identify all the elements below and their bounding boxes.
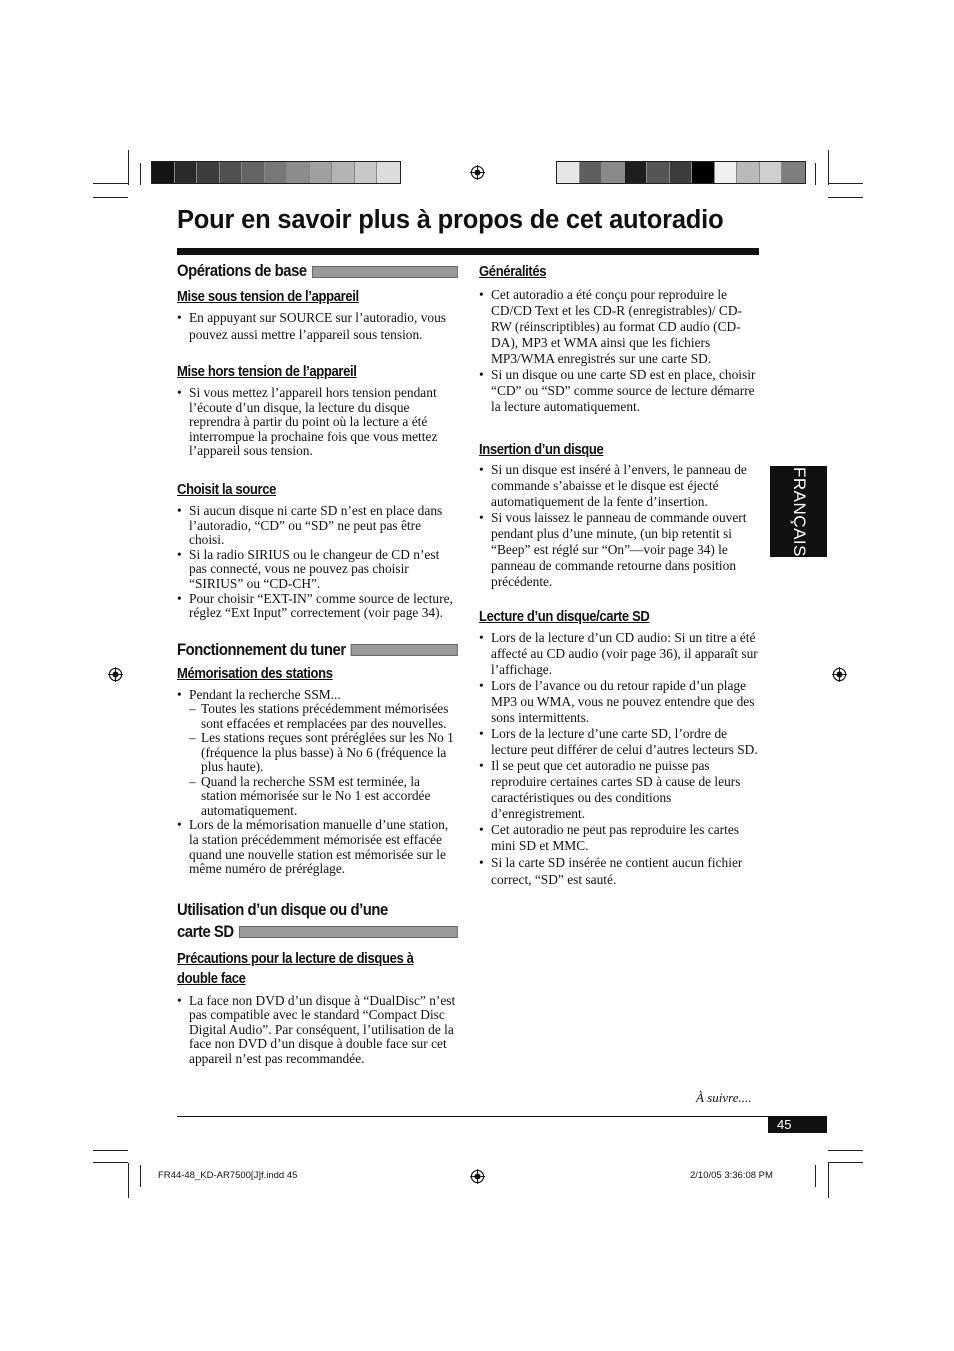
language-label: FRANÇAIS (789, 466, 809, 557)
sub-list (189, 702, 458, 818)
list-item: • La face non DVD d’un disque à “DualDisc” n’est pas compatible avec le standard “Compact Disc Digital Audio”. Par conséquent, l’utilisation de la face non DVD d’un disque à double face sur cet appareil n’est pas recommandée. (177, 994, 458, 1067)
color-swatch (287, 162, 310, 183)
language-tab (770, 466, 827, 557)
list-item: • Lors de l’avance ou du retour rapide d’un plage MP3 ou WMA, vous ne pouvez entendre que des sons intermittents. (479, 678, 761, 726)
continued-note: À suivre.... (696, 1090, 752, 1105)
list-item: • Lors de la lecture d’une carte SD, l’ordre de lecture peut différer de celui d’autres lecteurs SD. (479, 726, 761, 758)
color-swatch (670, 162, 693, 183)
subheading-power-on: Mise sous tension de l’appareil (177, 289, 359, 305)
list-disc-insertion (479, 462, 761, 590)
color-swatch (355, 162, 378, 183)
color-swatch (377, 162, 400, 183)
subheading-disc-sd-playback: Lecture d’un disque/carte SD (479, 609, 650, 625)
section-heading-disc-sd: Utilisation d’un disque ou d’une carte SD (177, 899, 458, 943)
registration-mark-icon (832, 667, 847, 682)
color-swatch (692, 162, 715, 183)
subheading-source: Choisit la source (177, 481, 277, 498)
list-item: • Si vous mettez l’appareil hors tension pendant l’écoute d’un disque, la lecture du disque reprendra à partir du point où la lecture a été interrompue la prochaine fois que vous mettez l’appareil sous tension. (177, 386, 458, 459)
color-swatch (782, 162, 805, 183)
left-column (177, 262, 458, 1067)
list-item: • En appuyant sur SOURCE sur l’autoradio, vous pouvez aussi mettre l’appareil sous tension. (177, 309, 458, 343)
list-power-on (177, 309, 458, 343)
color-swatch (332, 162, 355, 183)
list-item: • Si un disque est inséré à l’envers, le panneau de commande s’abaisse et le disque est éjecté automatiquement de la fente d’insertion. (479, 462, 761, 510)
page-title: Pour en savoir plus à propos de cet autoradio (177, 206, 724, 234)
list-power-off (177, 386, 458, 459)
list-item: • Si la carte SD insérée ne contient aucun fichier correct, “SD” est sauté. (479, 854, 761, 888)
list-dual-disc (177, 994, 458, 1067)
sub-list-item: – Toutes les stations précédemment mémorisées sont effacées et remplacées par des nouvelles. (189, 702, 458, 731)
sub-list-item: – Les stations reçues sont préréglées sur les No 1 (fréquence la plus basse) à No 6 (fréquence la plus haute). (189, 731, 458, 775)
list-item: • Si vous laissez le panneau de commande ouvert pendant plus d’une minute, (un bip retentit si “Beep” est réglé sur “On”—voir page 34) le panneau de commande retourne dans position précédente. (479, 510, 761, 590)
color-swatch (760, 162, 783, 183)
registration-mark-icon (470, 165, 485, 180)
color-swatch (310, 162, 333, 183)
color-swatch (175, 162, 198, 183)
footer-filename: FR44-48_KD-AR7500[J]f.indd 45 (158, 1170, 298, 1181)
color-swatch (242, 162, 265, 183)
color-swatch (647, 162, 670, 183)
right-column (479, 262, 761, 888)
list-item: • Lors de la mémorisation manuelle d’une station, la station précédemment mémorisée est effacée quand une nouvelle station est mémorisée sur le même numéro de préréglage. (177, 818, 458, 876)
color-swatch (625, 162, 648, 183)
color-swatch (557, 162, 580, 183)
list-station-memory (177, 688, 458, 877)
color-swatch (602, 162, 625, 183)
list-item: • Cet autoradio ne peut pas reproduire les cartes mini SD et MMC. (479, 822, 761, 854)
list-disc-sd-playback (479, 630, 761, 888)
subheading-station-memory: Mémorisation des stations (177, 665, 333, 682)
list-item: • Cet autoradio a été conçu pour reproduire le CD/CD Text et les CD-R (enregistrables)/ CD-RW (réinscriptibles) au format CD audio (CD-DA), MP3 et WMA ainsi que les fichiers MP3/WMA enregistrés sur une carte SD. (479, 287, 761, 367)
subheading-disc-insertion: Insertion d’un disque (479, 442, 604, 458)
color-swatch (220, 162, 243, 183)
list-item: • Lors de la lecture d’un CD audio: Si un titre a été affecté au CD audio (voir page 36), il apparaît sur l’affichage. (479, 630, 761, 678)
section-heading-basic-operations: Opérations de base (177, 262, 458, 281)
registration-mark-icon (470, 1169, 485, 1184)
list-source (177, 504, 458, 621)
subheading-general: Généralités (479, 264, 547, 280)
list-item: • Si la radio SIRIUS ou le changeur de CD n’est pas connecté, vous ne pouvez pas choisir “SIRIUS” ou “CD-CH”. (177, 548, 458, 592)
color-swatch (152, 162, 175, 183)
subheading-dual-disc: Précautions pour la lecture de disques à double face (177, 950, 414, 987)
color-swatch (265, 162, 288, 183)
list-item: • Il se peut que cet autoradio ne puisse pas reproduire certaines cartes SD à cause de leurs caractéristiques ou des conditions d’enregistrement. (479, 758, 761, 822)
page-number: 45 (768, 1117, 827, 1133)
color-swatch (580, 162, 603, 183)
footer-timestamp: 2/10/05 3:36:08 PM (690, 1170, 773, 1181)
sub-list-item: – Quand la recherche SSM est terminée, la station mémorisée sur le No 1 est accordée automatiquement. (189, 775, 458, 819)
footer-rule (177, 1116, 827, 1117)
section-heading-tuner: Fonctionnement du tuner (177, 641, 458, 660)
list-item: • Pour choisir “EXT-IN” comme source de lecture, réglez “Ext Input” correctement (voir page 34). (177, 592, 458, 621)
color-bar-left (151, 161, 401, 184)
registration-mark-icon (108, 667, 123, 682)
subheading-power-off: Mise hors tension de l’appareil (177, 364, 357, 380)
color-swatch (715, 162, 738, 183)
color-bar-right (556, 161, 806, 184)
list-item: • Pendant la recherche SSM... – Toutes les stations précédemment mémorisées sont effacées et remplacées par des nouvelles. – Les stations reçues sont préréglées sur les No 1 (fréquence la plus basse) à No 6 (fréquence la plus haute). – Quand la recherche SSM est terminée, la station mémorisée sur le No 1 est accordée automatiquement. (177, 688, 458, 819)
title-rule (177, 248, 759, 255)
list-item: • Si un disque ou une carte SD est en place, choisir “CD” ou “SD” comme source de lecture démarre la lecture automatiquement. (479, 367, 761, 415)
list-item: • Si aucun disque ni carte SD n’est en place dans l’autoradio, “CD” ou “SD” ne peut pas être choisi. (177, 504, 458, 548)
color-swatch (737, 162, 760, 183)
list-general (479, 287, 761, 415)
color-swatch (197, 162, 220, 183)
